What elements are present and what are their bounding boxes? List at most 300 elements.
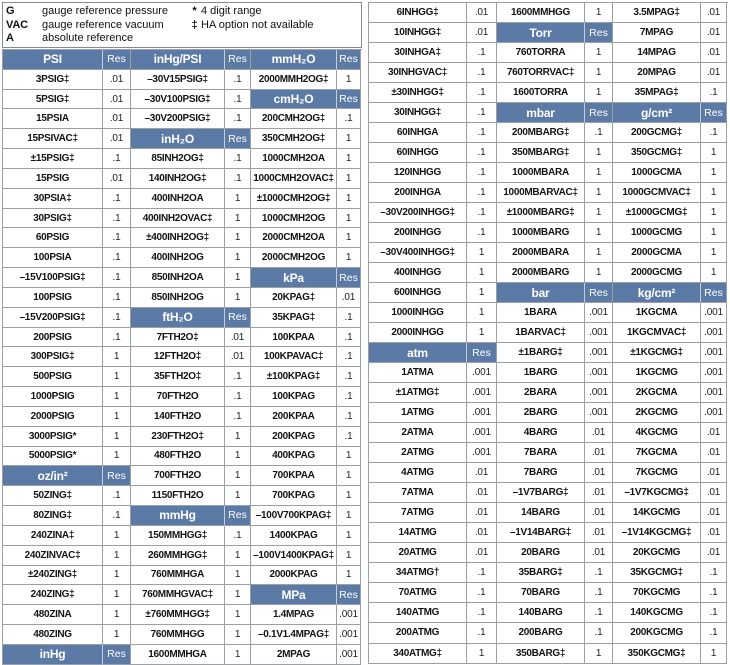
- range-code-cell: 1000GCMVAC‡: [613, 183, 701, 203]
- range-code-cell: 7BARG: [497, 463, 585, 483]
- range-code-cell: 15PSIG: [3, 169, 103, 189]
- resolution-cell: .01: [585, 503, 613, 523]
- range-code-cell: 50ZING‡: [3, 486, 103, 506]
- range-code-cell: 85INH2OG‡: [131, 149, 225, 169]
- resolution-cell: 1: [225, 466, 251, 486]
- resolution-cell: .1: [103, 288, 131, 308]
- resolution-cell: .1: [467, 183, 497, 203]
- range-code-cell: 7MPAG: [613, 23, 701, 43]
- range-code-cell: ±1000GCMG‡: [613, 203, 701, 223]
- resolution-cell: 1: [225, 447, 251, 467]
- resolution-cell: .1: [467, 163, 497, 183]
- resolution-cell: 1: [103, 407, 131, 427]
- resolution-cell: .001: [467, 363, 497, 383]
- res-header-cell: Res: [337, 268, 361, 288]
- legend-notes: [188, 5, 361, 32]
- double-dagger-note-icon: ‡: [191, 18, 198, 31]
- range-code-cell: 480ZINA: [3, 605, 103, 625]
- range-code-cell: 140INH2OG‡: [131, 169, 225, 189]
- resolution-cell: 1: [103, 625, 131, 645]
- resolution-cell: 1: [103, 367, 131, 387]
- range-code-cell: 200CMH2OG‡: [251, 109, 337, 129]
- resolution-cell: .1: [337, 347, 361, 367]
- resolution-cell: .1: [585, 563, 613, 583]
- resolution-cell: 1: [337, 466, 361, 486]
- resolution-cell: .1: [467, 123, 497, 143]
- resolution-cell: 1: [585, 3, 613, 23]
- range-code-cell: 15PSIA: [3, 109, 103, 129]
- resolution-cell: .001: [701, 303, 727, 323]
- resolution-cell: 1: [225, 427, 251, 447]
- range-code-cell: 2BARG: [497, 403, 585, 423]
- range-code-cell: 30PSIG‡: [3, 209, 103, 229]
- resolution-cell: 1: [467, 243, 497, 263]
- resolution-cell: .1: [701, 123, 727, 143]
- resolution-cell: 1: [103, 387, 131, 407]
- resolution-cell: .001: [701, 383, 727, 403]
- resolution-cell: 1: [103, 447, 131, 467]
- range-code-cell: 1000CMH2OVAC‡: [251, 169, 337, 189]
- resolution-cell: .1: [467, 43, 497, 63]
- resolution-cell: 1: [585, 83, 613, 103]
- range-code-cell: 35FTH2O‡: [131, 367, 225, 387]
- range-code-cell: 350KGCMG‡: [613, 644, 701, 664]
- resolution-cell: 1: [225, 625, 251, 645]
- resolution-cell: 1: [337, 189, 361, 209]
- resolution-cell: 1: [225, 288, 251, 308]
- resolution-cell: .001: [585, 323, 613, 343]
- range-code-cell: 70BARG: [497, 583, 585, 603]
- range-code-cell: 400INH2OG: [131, 248, 225, 268]
- resolution-cell: .001: [701, 363, 727, 383]
- resolution-cell: 1: [337, 506, 361, 526]
- range-code-cell: 30PSIA‡: [3, 189, 103, 209]
- range-code-cell: –100V700KPAG‡: [251, 506, 337, 526]
- range-code-cell: 2BARA: [497, 383, 585, 403]
- range-code-cell: –30V200INHGG‡: [369, 203, 467, 223]
- range-code-cell: 150MMHGG‡: [131, 526, 225, 546]
- legend-desc: 4 digit range: [201, 5, 262, 17]
- range-code-cell: 100KPAG: [251, 387, 337, 407]
- resolution-cell: .01: [467, 3, 497, 23]
- range-code-cell: 30INHGVAC‡: [369, 63, 467, 83]
- range-code-cell: 70FTH2O: [131, 387, 225, 407]
- resolution-cell: 1: [585, 243, 613, 263]
- resolution-cell: .1: [467, 203, 497, 223]
- resolution-cell: 1: [585, 163, 613, 183]
- resolution-cell: .001: [337, 645, 361, 665]
- range-code-cell: ±15PSIG‡: [3, 149, 103, 169]
- resolution-cell: .1: [467, 563, 497, 583]
- range-code-cell: 20MPAG: [613, 63, 701, 83]
- resolution-cell: 1: [337, 526, 361, 546]
- range-code-cell: 200KPAA: [251, 407, 337, 427]
- resolution-cell: .1: [701, 623, 727, 643]
- range-code-cell: 7BARA: [497, 443, 585, 463]
- range-code-cell: 600INHGG: [369, 283, 467, 303]
- resolution-cell: 1: [103, 566, 131, 586]
- resolution-cell: .01: [467, 503, 497, 523]
- unit-header-cell: mmH₂O: [251, 50, 337, 70]
- range-code-cell: 2000CMH2OA: [251, 228, 337, 248]
- res-header-cell: Res: [701, 103, 727, 123]
- resolution-cell: .1: [467, 83, 497, 103]
- range-code-cell: 760TORRA: [497, 43, 585, 63]
- unit-header-cell: PSI: [3, 50, 103, 70]
- res-header-cell: Res: [337, 50, 361, 70]
- unit-header-cell: mbar: [497, 103, 585, 123]
- range-code-cell: 14MPAG: [613, 43, 701, 63]
- range-code-cell: 700FTH2O: [131, 466, 225, 486]
- range-code-cell: 340ATMG‡: [369, 644, 467, 664]
- range-code-cell: 20ATMG: [369, 543, 467, 563]
- resolution-cell: .01: [585, 463, 613, 483]
- resolution-cell: .1: [585, 583, 613, 603]
- resolution-cell: .01: [701, 3, 727, 23]
- unit-header-cell: g/cm²: [613, 103, 701, 123]
- res-header-cell: Res: [701, 283, 727, 303]
- resolution-cell: .01: [701, 483, 727, 503]
- resolution-cell: .1: [337, 427, 361, 447]
- resolution-cell: .1: [701, 83, 727, 103]
- resolution-cell: .001: [701, 343, 727, 363]
- range-code-cell: 15PSIVAC‡: [3, 129, 103, 149]
- range-code-cell: 350MBARG‡: [497, 143, 585, 163]
- range-code-cell: 1000GCMG: [613, 223, 701, 243]
- resolution-cell: .1: [337, 407, 361, 427]
- res-header-cell: Res: [225, 50, 251, 70]
- resolution-cell: .01: [103, 70, 131, 90]
- resolution-cell: .1: [337, 328, 361, 348]
- range-code-cell: 700KPAG: [251, 486, 337, 506]
- resolution-cell: .01: [103, 90, 131, 110]
- legend-item: [6, 19, 188, 33]
- range-code-cell: 35BARG‡: [497, 563, 585, 583]
- range-code-cell: 200GCMG‡: [613, 123, 701, 143]
- range-code-cell: 120INHGG: [369, 163, 467, 183]
- resolution-cell: 1: [337, 447, 361, 467]
- legend-box: [2, 2, 362, 48]
- resolution-cell: .001: [701, 323, 727, 343]
- range-code-cell: 140KGCMG: [613, 603, 701, 623]
- resolution-cell: .01: [467, 23, 497, 43]
- range-code-cell: 2000KPAG: [251, 566, 337, 586]
- resolution-cell: 1: [337, 70, 361, 90]
- range-code-cell: 230FTH2O‡: [131, 427, 225, 447]
- range-code-cell: 60PSIG: [3, 228, 103, 248]
- range-code-cell: 1ATMA: [369, 363, 467, 383]
- resolution-cell: .1: [701, 603, 727, 623]
- unit-header-cell: inHg/PSI: [131, 50, 225, 70]
- res-header-cell: Res: [337, 585, 361, 605]
- range-code-cell: ±1000MBARG‡: [497, 203, 585, 223]
- resolution-cell: 1: [467, 323, 497, 343]
- range-code-cell: 2000MMH2OG‡: [251, 70, 337, 90]
- range-code-cell: 1400KPAG: [251, 526, 337, 546]
- range-code-cell: 70KGCMG: [613, 583, 701, 603]
- range-code-cell: 35KGCMG‡: [613, 563, 701, 583]
- range-code-cell: 7FTH2O‡: [131, 328, 225, 348]
- legend-symbols: [6, 5, 188, 46]
- range-code-cell: 35MPAG‡: [613, 83, 701, 103]
- resolution-cell: 1: [701, 263, 727, 283]
- resolution-cell: .001: [585, 343, 613, 363]
- resolution-cell: .001: [585, 363, 613, 383]
- resolution-cell: .1: [337, 387, 361, 407]
- resolution-cell: .01: [701, 543, 727, 563]
- range-code-cell: 760MMHGA: [131, 566, 225, 586]
- range-code-cell: –0.1V1.4MPAG‡: [251, 625, 337, 645]
- range-code-cell: 200INHGG: [369, 223, 467, 243]
- res-header-cell: Res: [103, 466, 131, 486]
- resolution-cell: 1: [337, 129, 361, 149]
- range-code-cell: 1KGCMVAC‡: [613, 323, 701, 343]
- range-code-cell: –30V15PSIG‡: [131, 70, 225, 90]
- range-code-cell: 200KGCMG: [613, 623, 701, 643]
- range-code-cell: ±100KPAG‡: [251, 367, 337, 387]
- range-code-cell: 35KPAG‡: [251, 308, 337, 328]
- resolution-cell: .01: [225, 347, 251, 367]
- legend-desc: gauge reference pressure: [42, 5, 168, 17]
- range-code-cell: 200INHGA: [369, 183, 467, 203]
- range-code-cell: –1V14KGCMG‡: [613, 523, 701, 543]
- range-code-cell: 1600MMHGG: [497, 3, 585, 23]
- range-code-cell: 400KPAG: [251, 447, 337, 467]
- res-header-cell: Res: [225, 308, 251, 328]
- resolution-cell: .01: [337, 288, 361, 308]
- range-code-cell: 4ATMG: [369, 463, 467, 483]
- resolution-cell: 1: [467, 303, 497, 323]
- range-code-cell: 140ATMG: [369, 603, 467, 623]
- range-code-cell: ±1KGCMG‡: [613, 343, 701, 363]
- resolution-cell: .01: [701, 423, 727, 443]
- unit-header-cell: mmHg: [131, 506, 225, 526]
- range-code-cell: ±30INHGG‡: [369, 83, 467, 103]
- resolution-cell: 1: [701, 183, 727, 203]
- range-code-cell: 2000PSIG: [3, 407, 103, 427]
- resolution-cell: 1: [467, 644, 497, 664]
- resolution-cell: .1: [225, 526, 251, 546]
- resolution-cell: .1: [701, 563, 727, 583]
- range-code-cell: 4BARG: [497, 423, 585, 443]
- resolution-cell: .01: [585, 483, 613, 503]
- range-code-cell: 3.5MPAG‡: [613, 3, 701, 23]
- resolution-cell: 1: [225, 209, 251, 229]
- resolution-cell: .01: [701, 23, 727, 43]
- resolution-cell: 1: [467, 263, 497, 283]
- resolution-cell: .1: [103, 328, 131, 348]
- range-code-cell: 760TORRVAC‡: [497, 63, 585, 83]
- range-code-cell: 140BARG: [497, 603, 585, 623]
- resolution-cell: 1: [225, 566, 251, 586]
- range-code-cell: 240ZINA‡: [3, 526, 103, 546]
- res-header-cell: Res: [225, 129, 251, 149]
- res-header-cell: Res: [585, 283, 613, 303]
- resolution-cell: .1: [103, 268, 131, 288]
- range-code-cell: 1000PSIG: [3, 387, 103, 407]
- range-code-cell: 240ZINVAC‡: [3, 546, 103, 566]
- range-code-cell: 14ATMG: [369, 523, 467, 543]
- range-code-cell: 1BARG: [497, 363, 585, 383]
- res-header-cell: Res: [103, 645, 131, 665]
- range-code-cell: 2ATMG: [369, 443, 467, 463]
- res-header-cell: Res: [225, 506, 251, 526]
- left-column: [2, 2, 362, 663]
- range-code-cell: 100PSIG: [3, 288, 103, 308]
- range-code-cell: 350GCMG‡: [613, 143, 701, 163]
- resolution-cell: 1: [585, 143, 613, 163]
- resolution-cell: 1: [337, 248, 361, 268]
- resolution-cell: .001: [585, 403, 613, 423]
- resolution-cell: .001: [585, 383, 613, 403]
- resolution-cell: 1: [337, 228, 361, 248]
- resolution-cell: .01: [467, 543, 497, 563]
- unit-header-cell: kg/cm²: [613, 283, 701, 303]
- range-code-cell: 1BARVAC‡: [497, 323, 585, 343]
- range-code-cell: 300PSIG‡: [3, 347, 103, 367]
- resolution-cell: 1: [225, 546, 251, 566]
- resolution-cell: .1: [225, 169, 251, 189]
- resolution-cell: 1: [701, 143, 727, 163]
- resolution-cell: .1: [337, 308, 361, 328]
- range-code-cell: 480FTH2O: [131, 447, 225, 467]
- resolution-cell: 1: [337, 169, 361, 189]
- range-code-cell: 760MMHGG: [131, 625, 225, 645]
- range-code-cell: 200KPAG: [251, 427, 337, 447]
- range-code-cell: 1000CMH2OG: [251, 209, 337, 229]
- range-code-cell: 10INHGG‡: [369, 23, 467, 43]
- resolution-cell: 1: [225, 189, 251, 209]
- unit-header-cell: inH₂O: [131, 129, 225, 149]
- resolution-cell: 1: [701, 203, 727, 223]
- resolution-cell: .1: [467, 143, 497, 163]
- range-code-cell: 6INHGG‡: [369, 3, 467, 23]
- resolution-cell: .01: [103, 129, 131, 149]
- range-code-cell: 1000CMH2OA: [251, 149, 337, 169]
- res-header-cell: Res: [467, 343, 497, 363]
- res-header-cell: Res: [585, 23, 613, 43]
- resolution-cell: 1: [103, 605, 131, 625]
- range-code-cell: ±1BARG‡: [497, 343, 585, 363]
- range-code-cell: ±400INH2OG‡: [131, 228, 225, 248]
- range-code-cell: 30INHGA‡: [369, 43, 467, 63]
- resolution-cell: 1: [585, 63, 613, 83]
- range-code-cell: 1000INHGG: [369, 303, 467, 323]
- range-code-cell: 2KGCMG: [613, 403, 701, 423]
- resolution-cell: .001: [467, 403, 497, 423]
- resolution-cell: 1: [103, 526, 131, 546]
- range-code-cell: 240ZING‡: [3, 585, 103, 605]
- unit-header-cell: oz/in²: [3, 466, 103, 486]
- resolution-cell: .1: [103, 506, 131, 526]
- resolution-cell: .1: [103, 209, 131, 229]
- range-code-cell: 2000CMH2OG: [251, 248, 337, 268]
- range-code-cell: 34ATMG†: [369, 563, 467, 583]
- resolution-cell: .1: [467, 623, 497, 643]
- range-code-cell: 12FTH2O‡: [131, 347, 225, 367]
- resolution-cell: .1: [103, 308, 131, 328]
- resolution-cell: 1: [103, 546, 131, 566]
- resolution-cell: .01: [467, 483, 497, 503]
- range-code-cell: –100V1400KPAG‡: [251, 546, 337, 566]
- range-code-cell: 20KGCMG: [613, 543, 701, 563]
- resolution-cell: .01: [585, 443, 613, 463]
- resolution-cell: 1: [337, 486, 361, 506]
- range-code-cell: 2ATMA: [369, 423, 467, 443]
- resolution-cell: .01: [585, 523, 613, 543]
- resolution-cell: .001: [337, 605, 361, 625]
- resolution-cell: .001: [467, 443, 497, 463]
- resolution-cell: 1: [585, 644, 613, 664]
- range-code-cell: –1V14BARG‡: [497, 523, 585, 543]
- range-code-cell: 30INHGG‡: [369, 103, 467, 123]
- legend-desc: HA option not available: [201, 18, 314, 31]
- range-code-cell: 400INH2OA: [131, 189, 225, 209]
- range-code-cell: 400INHGG: [369, 263, 467, 283]
- resolution-cell: 1: [701, 644, 727, 664]
- range-code-cell: 3000PSIG*: [3, 427, 103, 447]
- resolution-cell: .1: [103, 486, 131, 506]
- range-code-cell: 2KGCMA: [613, 383, 701, 403]
- resolution-cell: 1: [701, 223, 727, 243]
- res-header-cell: Res: [585, 103, 613, 123]
- legend-item: [188, 5, 361, 19]
- resolution-cell: .1: [585, 623, 613, 643]
- range-code-cell: 200MBARG‡: [497, 123, 585, 143]
- resolution-cell: .01: [103, 109, 131, 129]
- res-header-cell: Res: [337, 90, 361, 110]
- resolution-cell: .01: [701, 463, 727, 483]
- range-code-cell: –15V100PSIG‡: [3, 268, 103, 288]
- range-code-cell: –30V200PSIG‡: [131, 109, 225, 129]
- range-code-cell: 3PSIG‡: [3, 70, 103, 90]
- range-code-cell: 500PSIG: [3, 367, 103, 387]
- legend-desc: gauge reference vacuum: [42, 18, 164, 31]
- resolution-cell: .01: [585, 543, 613, 563]
- range-code-cell: 14BARG: [497, 503, 585, 523]
- range-code-cell: 350CMH2OG‡: [251, 129, 337, 149]
- resolution-cell: 1: [225, 585, 251, 605]
- left-table: [2, 49, 362, 665]
- range-code-cell: 700KPAA: [251, 466, 337, 486]
- resolution-cell: 1: [225, 248, 251, 268]
- range-code-cell: 2000MBARA: [497, 243, 585, 263]
- resolution-cell: .1: [337, 109, 361, 129]
- range-code-cell: 80ZING‡: [3, 506, 103, 526]
- range-code-cell: ±240ZING‡: [3, 566, 103, 586]
- resolution-cell: .1: [103, 149, 131, 169]
- resolution-cell: .1: [467, 223, 497, 243]
- range-code-cell: 200BARG: [497, 623, 585, 643]
- right-table: [368, 2, 728, 664]
- resolution-cell: .1: [225, 70, 251, 90]
- range-code-cell: 140FTH2O: [131, 407, 225, 427]
- range-code-cell: 260MMHGG‡: [131, 546, 225, 566]
- range-code-cell: 1000MBARVAC‡: [497, 183, 585, 203]
- resolution-cell: 1: [585, 263, 613, 283]
- range-code-cell: 20BARG: [497, 543, 585, 563]
- resolution-cell: .001: [701, 403, 727, 423]
- resolution-cell: 1: [337, 546, 361, 566]
- range-code-cell: 1600TORRA: [497, 83, 585, 103]
- legend-desc: absolute reference: [42, 32, 134, 44]
- resolution-cell: 1: [585, 203, 613, 223]
- range-code-cell: 1000MBARG: [497, 223, 585, 243]
- resolution-cell: .01: [701, 43, 727, 63]
- resolution-cell: 1: [585, 183, 613, 203]
- resolution-cell: 1: [337, 149, 361, 169]
- resolution-cell: .01: [225, 328, 251, 348]
